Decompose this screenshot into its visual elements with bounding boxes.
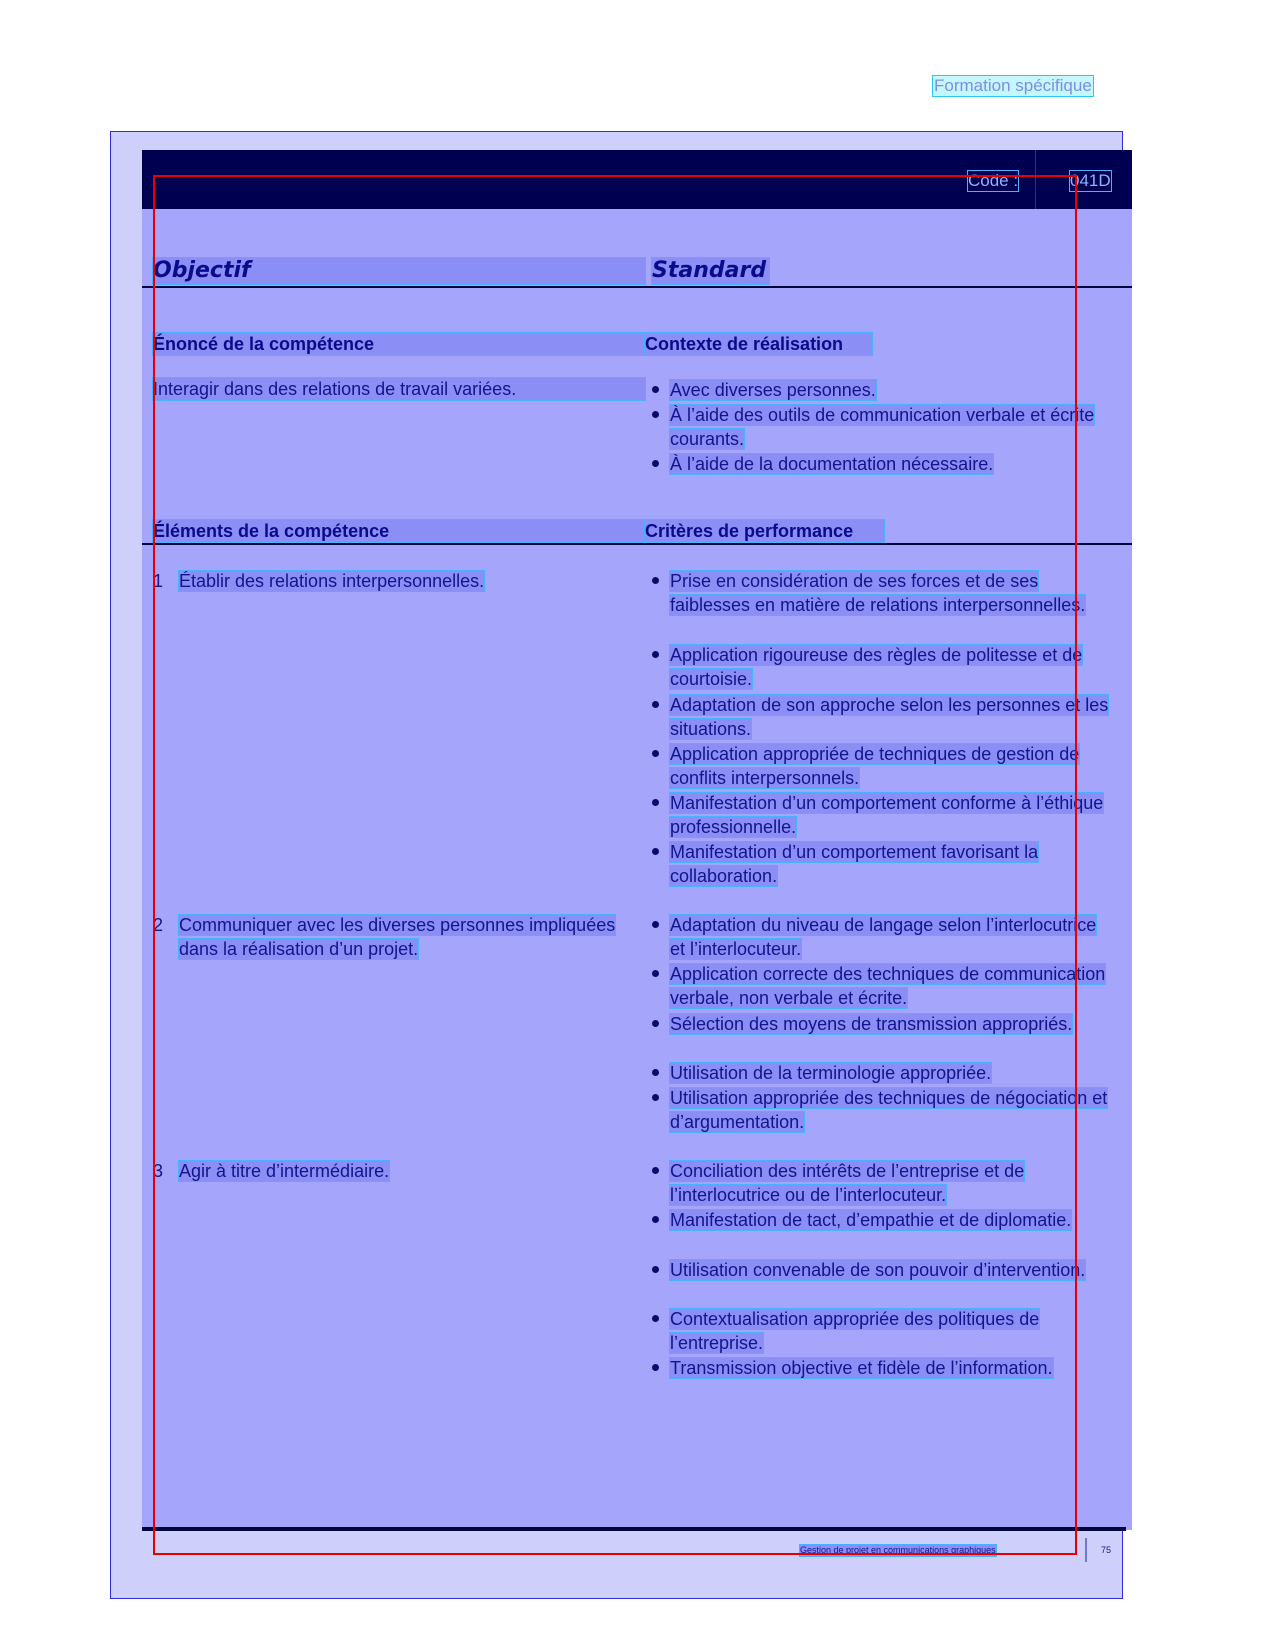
- code-value: 041D: [1070, 171, 1111, 190]
- element-number: 1: [153, 571, 164, 591]
- column-title-standard: Standard: [652, 258, 769, 284]
- content-frame: [153, 175, 1077, 1555]
- footer-divider: [1085, 1538, 1087, 1562]
- element-text: Agir à titre d’intermédiaire.: [179, 1161, 390, 1181]
- elements-heading: Éléments de la compétence: [153, 520, 645, 542]
- element-text: Établir des relations interpersonnelles.: [179, 571, 485, 591]
- column-title-objectif: Objectif: [153, 258, 645, 284]
- enonce-heading: Énoncé de la compétence: [153, 333, 645, 355]
- code-label: Code :: [968, 171, 1019, 190]
- element-number: 3: [153, 1161, 164, 1181]
- contexte-heading: Contexte de réalisation: [645, 333, 872, 355]
- page-number: 75: [1101, 1545, 1112, 1555]
- footer-program: Gestion de projet en communications graphiques: [800, 1545, 996, 1555]
- enonce-text: Interagir dans des relations de travail variées.: [153, 378, 645, 400]
- criteres-heading: Critères de performance: [645, 520, 884, 542]
- section-label: Formation spécifique: [934, 76, 1092, 95]
- element-text: Communiquer avec les diverses personnes impliquées dans la réalisation d’un projet.: [179, 915, 616, 959]
- element-number: 2: [153, 915, 164, 935]
